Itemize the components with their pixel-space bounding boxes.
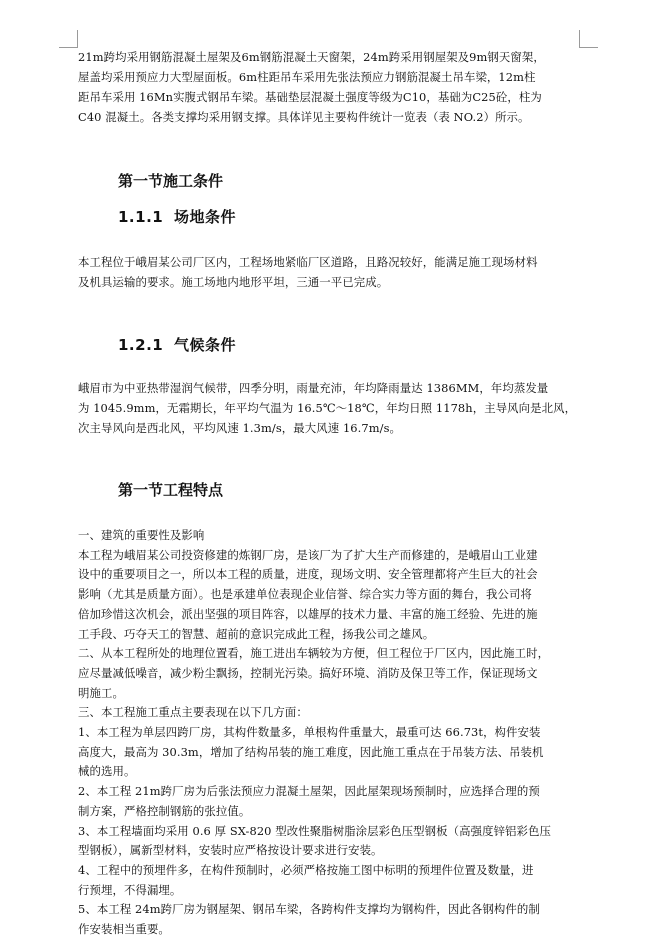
text-line: 为 1045.9mm，无霜期长，年平均气温为 16.5℃～18℃，年均日照 1178h，主导风向是北风，: [78, 401, 577, 415]
text-line: 3、本工程墙面均采用 0.6 厚 SX-820 型改性聚脂树脂涂层彩色压型钢板（高强度锌铝彩色压: [78, 823, 552, 838]
text-line: 2、本工程 21m跨厂房为后张法预应力混凝土屋架，因此屋架现场预制时，应选择合理的预: [78, 784, 540, 799]
text-line: 型钢板），属新型材料，安装时应严格按设计要求进行安装。: [78, 843, 383, 858]
section-title: 第一节施工条件: [118, 172, 224, 190]
text-line: 1、本工程为单层四跨厂房，其构件数量多，单根构件重量大，最重可达 66.73t，构件安装: [78, 725, 541, 740]
section-title: 第一节工程特点: [118, 481, 224, 499]
subsection-title: [78, 335, 580, 355]
subsection-heading-site: [78, 207, 580, 227]
text-line: 4、工程中的预埋件多，在构件预制时，必须严格按施工图中标明的预埋件位置及数量，进: [78, 862, 534, 877]
subsection-heading-climate: [78, 335, 580, 355]
crop-mark-top-right-horizontal: [579, 47, 598, 48]
site-paragraph: [78, 252, 580, 292]
crop-mark-top-left-vertical: [77, 30, 78, 48]
text-line: 本工程为峨眉某公司投资修建的炼钢厂房，是该厂为了扩大生产而修建的，是峨眉山工业建: [78, 547, 538, 562]
subsection-number: 1.1.1: [118, 208, 164, 226]
crop-mark-top-right-vertical: [579, 30, 580, 48]
section-heading-construction-conditions: [78, 171, 580, 191]
section-heading-project-features: [78, 480, 580, 500]
subsection-label: 气候条件: [174, 336, 237, 354]
subsection-title: [78, 207, 580, 227]
text-line: 次主导风向是西北风，平均风速 1.3m/s，最大风速 16.7m/s。: [78, 421, 402, 435]
text-line: 屋盖均采用预应力大型屋面板。6m柱距吊车采用先张法预应力钢筋混凝土吊车梁，12m柱: [78, 70, 536, 84]
text-line: 倍加珍惜这次机会，派出坚强的项目阵容，以雄厚的技术力量、丰富的施工经验、先进的施: [78, 606, 538, 621]
text-line: 本工程位于峨眉某公司厂区内，工程场地紧临厂区道路，且路况较好，能满足施工现场材料: [78, 255, 538, 269]
text-line: 工手段、巧夺天工的智慧、超前的意识完成此工程，扬我公司之雄风。: [78, 626, 435, 641]
text-line: 设中的重要项目之一，所以本工程的质量，进度，现场文明、安全管理都将产生巨大的社会: [78, 567, 538, 582]
text-line: 高度大，最高为 30.3m，增加了结构吊装的施工难度，因此施工重点在于吊装方法、吊装机: [78, 744, 544, 759]
text-line: C40 混凝土。各类支撑均采用钢支撑。具体详见主要构件统计一览表（表 NO.2）所示。: [78, 110, 530, 124]
text-line: 制方案，严格控制钢筋的张拉值。: [78, 803, 251, 818]
text-line: 械的选用。: [78, 764, 136, 779]
text-line: 及机具运输的要求。施工场地内地形平坦，三通一平已完成。: [78, 275, 389, 289]
text-line: 作安装相当重要。: [78, 922, 170, 937]
text-line: 行预埋，不得漏埋。: [78, 882, 182, 897]
text-line: 峨眉市为中亚热带湿润气候带，四季分明，雨量充沛，年均降雨量达 1386MM，年均蒸发量: [78, 381, 549, 395]
text-line: 距吊车采用 16Mn实腹式钢吊车梁。基础垫层混凝土强度等级为C10，基础为C25砼，柱为: [78, 90, 542, 104]
text-line: 三、本工程施工重点主要表现在以下几方面：: [78, 705, 308, 720]
climate-paragraph: [78, 378, 580, 438]
text-line: 5、本工程 24m跨厂房为钢屋架、钢吊车梁，各跨构件支撑均为钢构件，因此各钢构件的制: [78, 902, 540, 917]
text-line: 影响（尤其是质量方面）。也是承建单位表现企业信誉、综合实力等方面的舞台，我公司将: [78, 587, 532, 602]
subsection-number: 1.2.1: [118, 336, 164, 354]
features-paragraphs: [78, 526, 580, 940]
subsection-label: 场地条件: [174, 208, 237, 226]
text-line: 一、建筑的重要性及影响: [78, 528, 205, 542]
intro-paragraph: [78, 47, 580, 127]
text-line: 明施工。: [78, 685, 124, 700]
text-line: 二、从本工程所处的地理位置看，施工进出车辆较为方便，但工程位于厂区内，因此施工时，: [78, 646, 550, 661]
crop-mark-top-left-horizontal: [59, 47, 78, 48]
text-line: 应尽量减低噪音，减少粉尘飘扬，控制光污染。搞好环境、消防及保卫等工作，保证现场文: [78, 665, 538, 680]
text-line: 21m跨均采用钢筋混凝土屋架及6m钢筋混凝土天窗架，24m跨采用钢屋架及9m钢天窗架，: [78, 50, 545, 64]
